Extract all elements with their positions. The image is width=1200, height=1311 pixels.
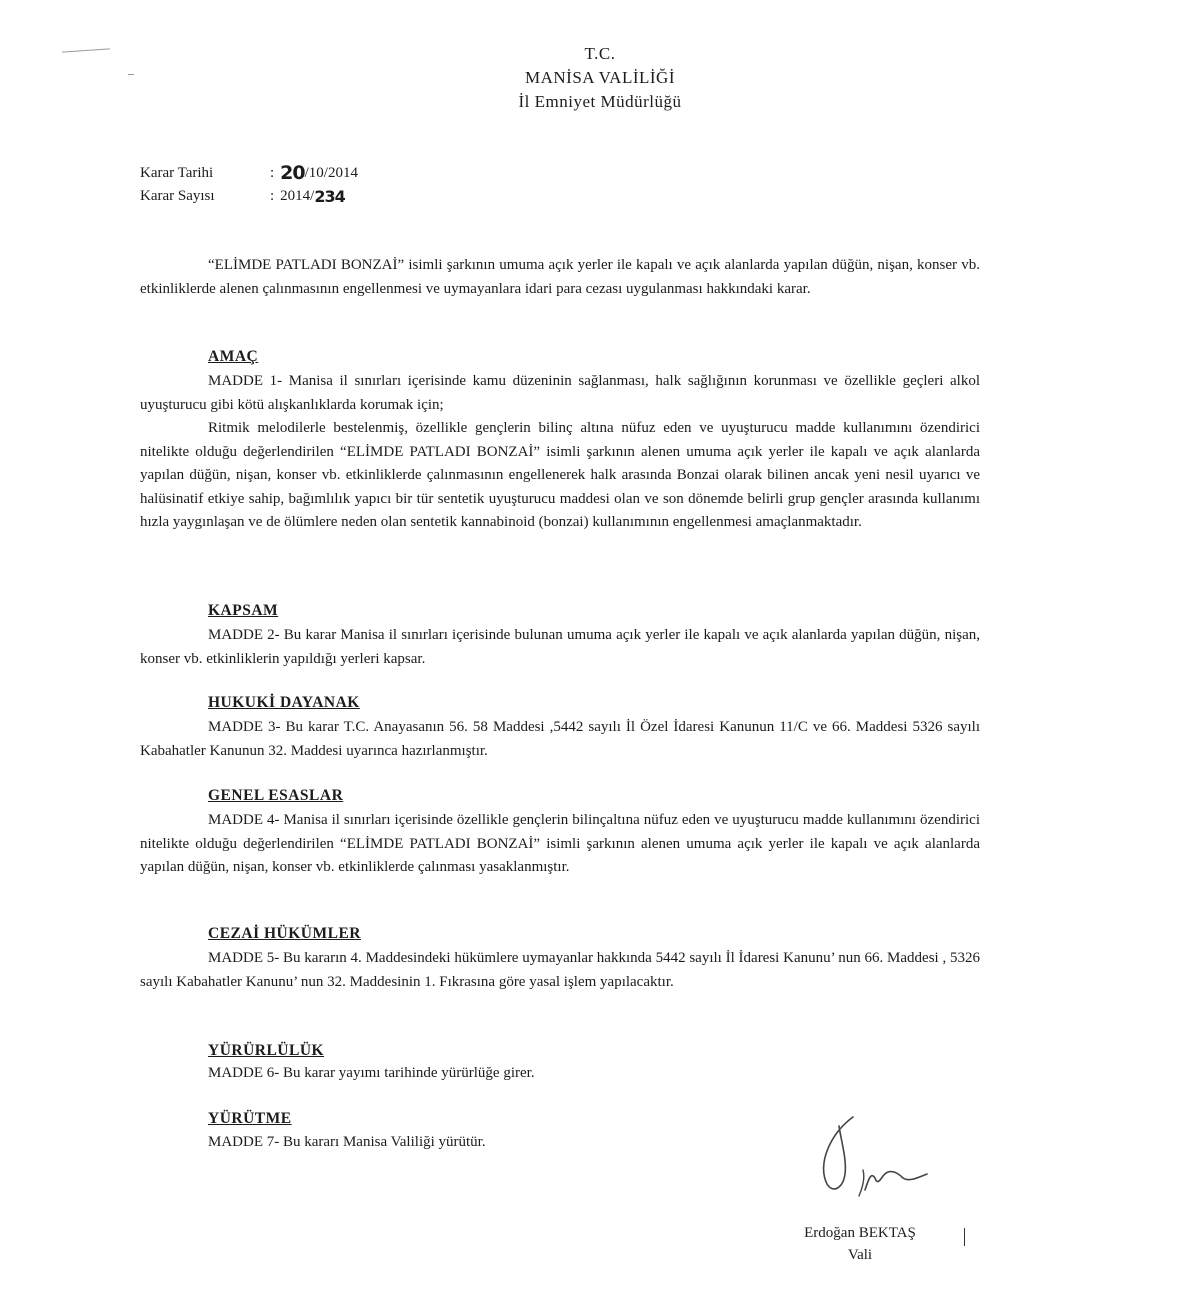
decision-number-separator: :	[270, 188, 275, 204]
heading-yurutme: YÜRÜTME	[208, 1110, 292, 1127]
signer-name: Erdoğan BEKTAŞ	[804, 1225, 916, 1241]
madde-3: MADDE 3- Bu karar T.C. Anayasanın 56. 58 Maddesi ,5442 sayılı İl Özel İdaresi Kanunun 11/C ve 66. Maddesi 5326 sayılı Kabahatler Kanunun 32. Maddesi uyarınca hazırlanmıştır.	[140, 719, 980, 759]
decision-date-label: Karar Tarihi	[140, 165, 214, 181]
heading-yururluk: YÜRÜRLÜLÜK	[208, 1042, 325, 1059]
decision-meta	[140, 162, 358, 208]
madde-2: MADDE 2- Bu karar Manisa il sınırları içerisinde bulunan umuma açık yerler ile kapalı ve açık alanlarda yapılan düğün, nişan, konser vb. etkinliklerin yapıldığı yerleri kapsar.	[140, 627, 980, 667]
madde-1: MADDE 1- Manisa il sınırları içerisinde kamu düzeninin sağlanması, halk sağlığının korunması ve özellikle geçleri alkol uyuşturucu gibi kötü alışkanlıklarda korumak için;	[140, 373, 980, 413]
decision-intro: “ELİMDE PATLADI BONZAİ” isimli şarkının umuma açık yerler ile kapalı ve açık alanlarda yapılan düğün, nişan, konser vb. etkinliklerde alenen çalınmasının engellenmesi ve uymayanlara idari para cezası uygulanması hakkındaki karar.	[140, 257, 980, 297]
signer-title: Vali	[847, 1247, 873, 1263]
document-header	[0, 42, 1200, 114]
decision-number-prefix: 2014/	[280, 188, 315, 204]
decision-date-handwritten: 20	[280, 162, 305, 184]
madde-6: MADDE 6- Bu karar yayımı tarihinde yürürlüğe girer.	[208, 1065, 535, 1081]
madde-7: MADDE 7- Bu kararı Manisa Valiliği yürütür.	[208, 1134, 486, 1150]
decision-number-row	[140, 185, 358, 208]
header-mudurluk: İl Emniyet Müdürlüğü	[518, 92, 682, 111]
decision-number-label: Karar Sayısı	[140, 188, 215, 204]
madde-1-purpose: Ritmik melodilerle bestelenmiş, özellikle gençlerin bilinç altına nüfuz eden ve uyuşturucu madde kullanımını özendirici nitelikte olduğu değerlendirilen “ELİMDE PATLADI BONZAİ” isimli şarkının alenen umuma açık yerler ile kapalı ve açık alanlarda yapılan düğün, nişan, konser vb. etkinliklerde çalınmasının engellenerek halk arasında Bonzai olarak bilinen ancak yeni nesil uyarıcı ve halüsinatif etkiye sahip, bağımlılık yapıcı bir tür sentetik uyuşturucu maddesi olan ve son dönemde belirli grup gençler arasında kullanımı hızla yaygınlaşan ve de ölümlere neden olan sentetik kannabinoid (bonzai) kullanımının engellenmesi amaçlanmaktadır.	[140, 420, 980, 530]
heading-kapsam: KAPSAM	[208, 602, 279, 619]
governor-signature	[805, 1112, 955, 1207]
heading-hukuki-dayanak: HUKUKİ DAYANAK	[208, 694, 360, 711]
signer-bracket-mark	[964, 1228, 965, 1246]
heading-genel-esaslar: GENEL ESASLAR	[208, 787, 344, 804]
heading-cezai-hukumler: CEZAİ HÜKÜMLER	[208, 925, 361, 942]
decision-number-handwritten: 234	[314, 187, 345, 206]
decision-date-row	[140, 162, 358, 185]
madde-4: MADDE 4- Manisa il sınırları içerisinde özellikle gençlerin bilinçaltına nüfuz eden ve uyuşturucu madde kullanımını özendirici nitelikte olduğu değerlendirilen “ELİMDE PATLADI BONZAİ” isimli şarkının alenen umuma açık yerler ile kapalı ve açık alanlarda yapılan düğün, nişan, konser vb. etkinliklerde çalınması yasaklanmıştır.	[140, 812, 980, 875]
decision-date-separator: :	[270, 165, 275, 181]
decision-date-value: /10/2014	[304, 165, 358, 181]
madde-5: MADDE 5- Bu kararın 4. Maddesindeki hükümlere uymayanlar hakkında 5442 sayılı İl İdaresi Kanunu’ nun 66. Maddesi , 5326 sayılı Kabahatler Kanunu’ nun 32. Maddesinin 1. Fıkrasına göre yasal işlem yapılacaktır.	[140, 950, 980, 990]
heading-amac: AMAÇ	[208, 348, 259, 365]
header-valilik: MANİSA VALİLİĞİ	[525, 68, 675, 87]
header-tc: T.C.	[584, 44, 616, 63]
